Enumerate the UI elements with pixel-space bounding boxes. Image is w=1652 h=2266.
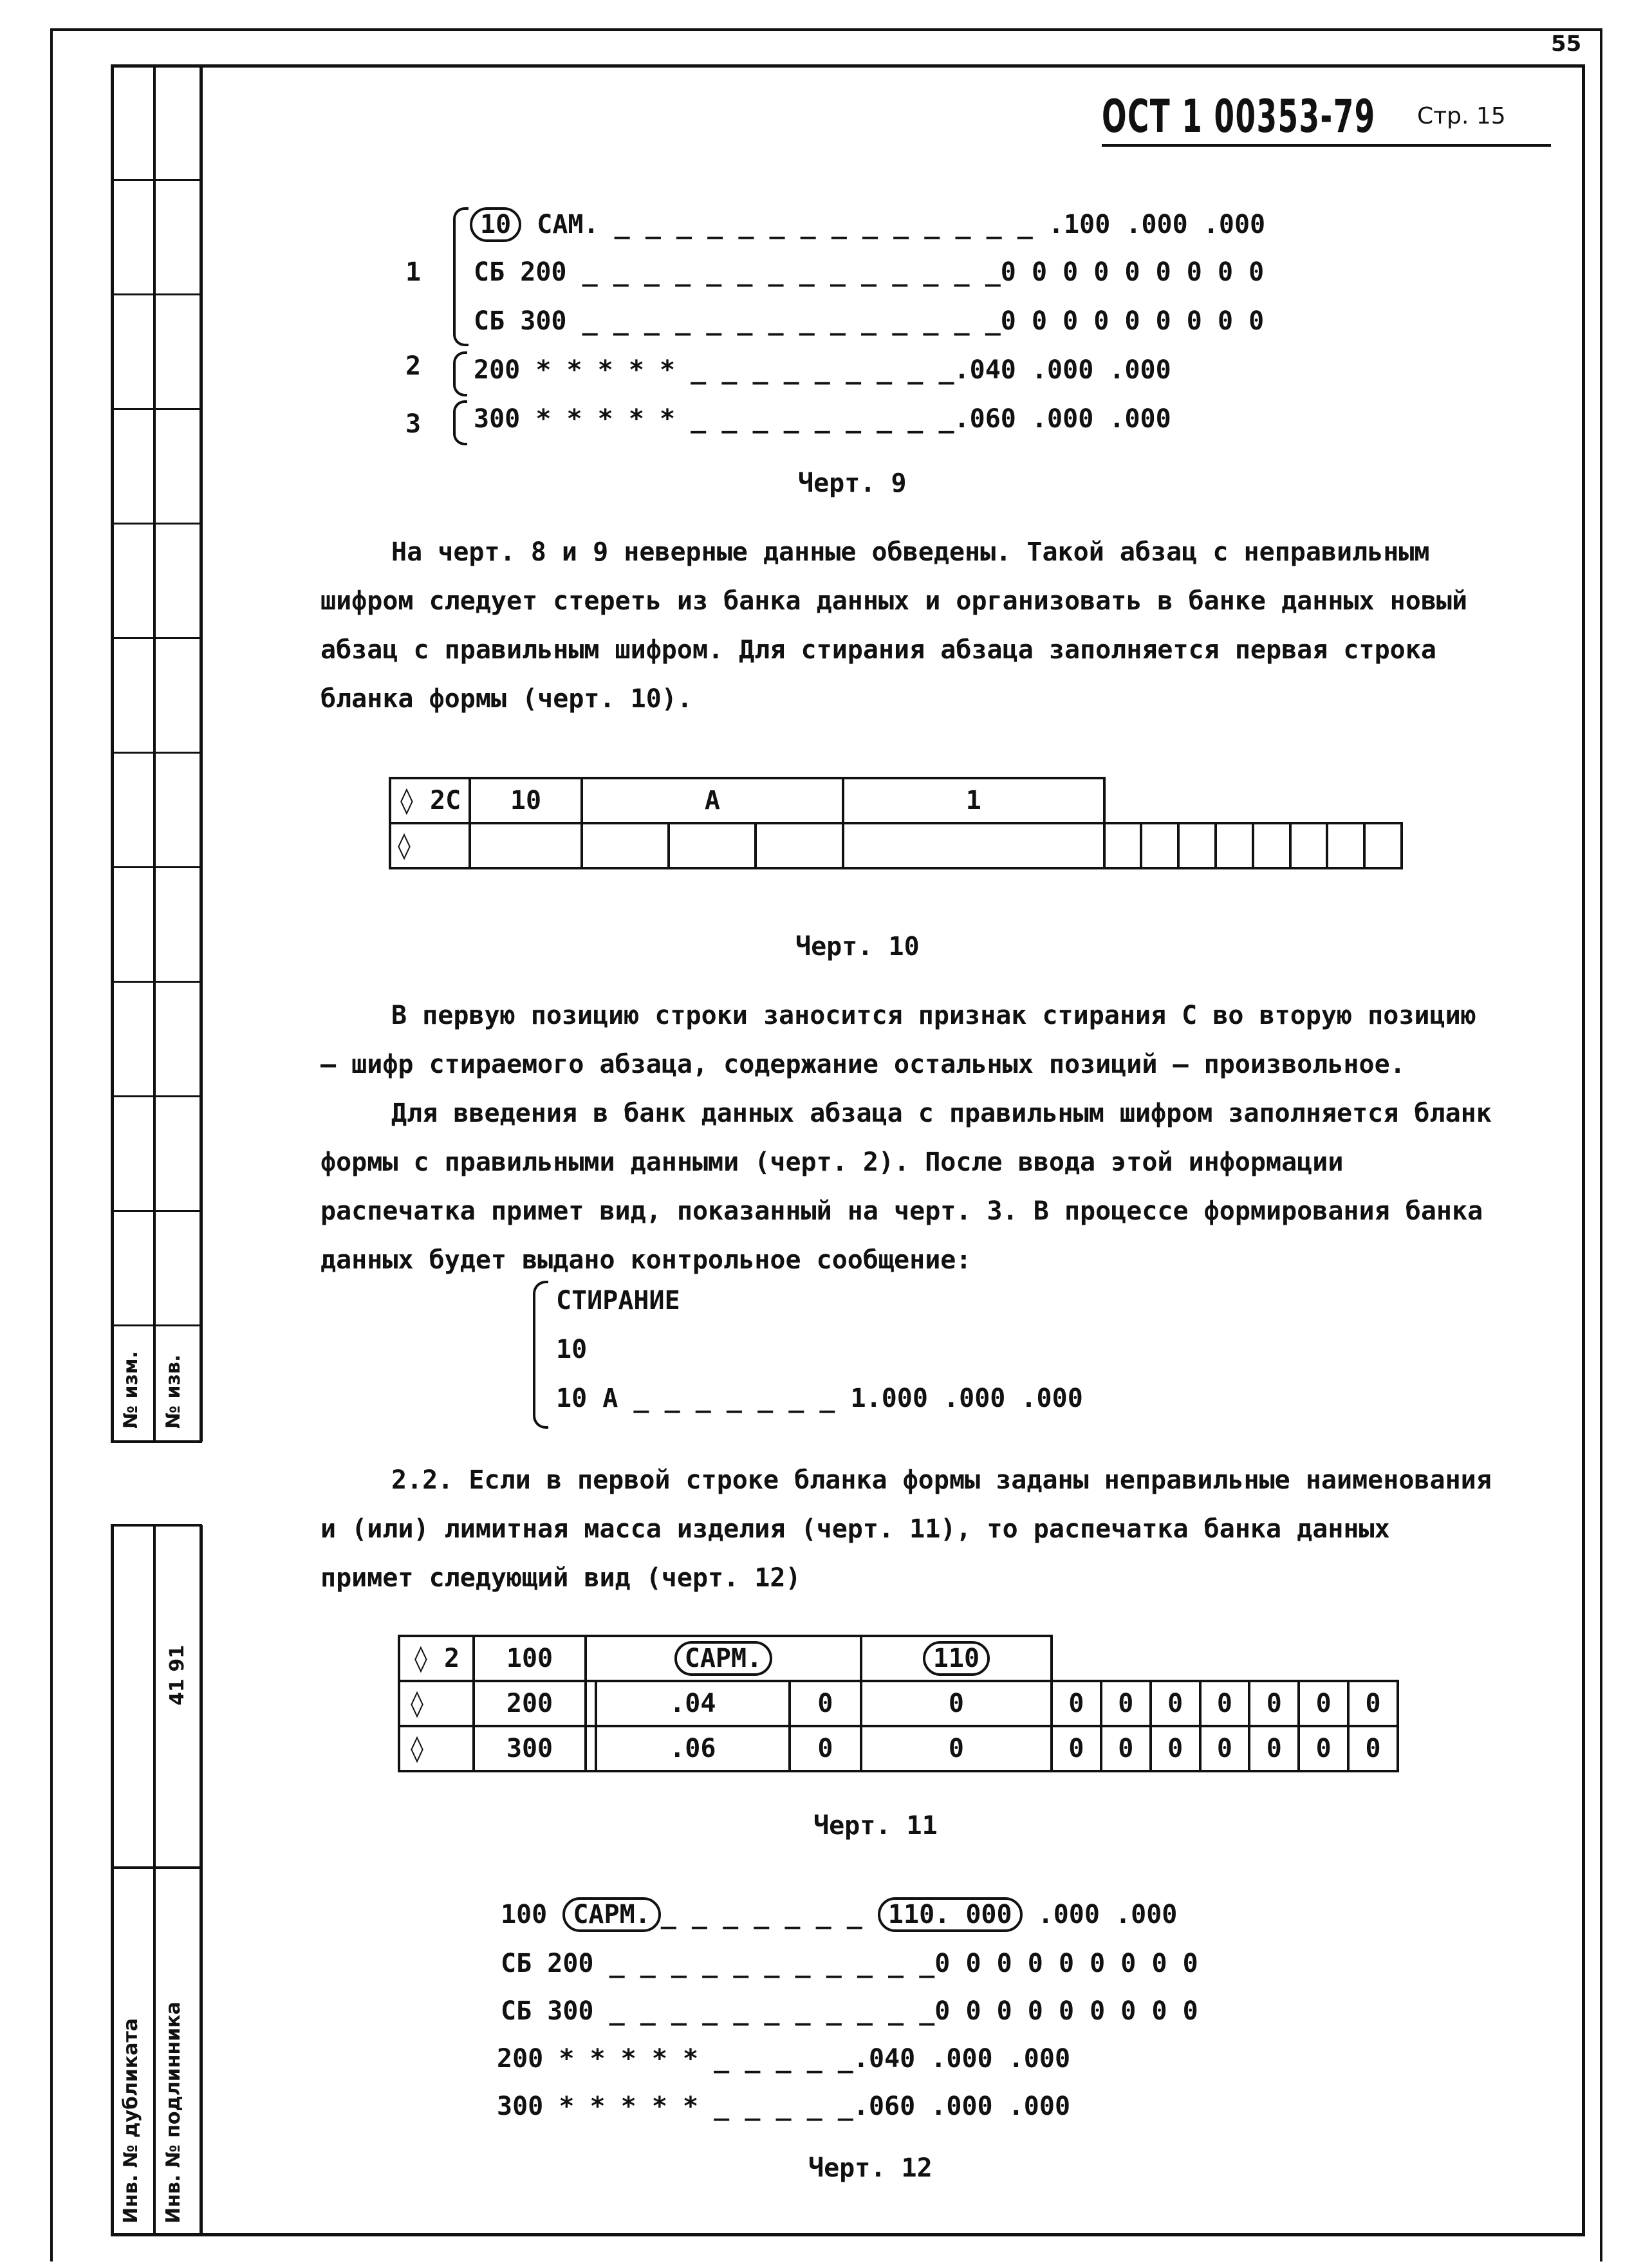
paragraph-4-text: 2.2. Если в первой строке бланка формы заданы неправильные наименования и (или) лимитная масса изделия (черт. 11), то распечатка банка данных примет следующий вид (черт. 12) — [320, 1465, 1492, 1593]
sidebar-row-line — [111, 64, 201, 66]
fig11-row-3 — [399, 1726, 1398, 1771]
fig10-cell — [669, 823, 756, 868]
sidebar-row-line — [111, 523, 201, 525]
sidebar-row-line — [111, 1210, 201, 1212]
paragraph-2-text: В первую позицию строки заносится признак стирания С во вторую позицию – шифр стираемого абзаца, содержание остальных позиций – произвольное. — [320, 1001, 1476, 1079]
fig11-cell: 0 — [1052, 1681, 1101, 1726]
sidebar-row-line — [111, 179, 201, 181]
fig12-circled-name: САРМ. — [562, 1897, 660, 1932]
fig10-cell — [582, 823, 669, 868]
sidebar-row-line — [111, 408, 201, 410]
fig11-cell: 0 — [861, 1726, 1052, 1771]
fig10-cell — [470, 823, 582, 868]
izm-label: № изм. — [120, 1351, 142, 1429]
paragraph-1-text: На черт. 8 и 9 неверные данные обведены. Такой абзац с неправильным шифром следует стереть из банка данных и организовать в банке данных новый абзац с правильным шифром. Для стирания абзаца заполняется первая строка бланка формы (черт. 10). — [320, 537, 1468, 714]
fig10-cell — [1290, 823, 1328, 868]
page-number: 55 — [1551, 31, 1582, 57]
fig11-circled-name: САРМ. — [674, 1641, 772, 1676]
fig11-cell: .06 — [596, 1726, 790, 1771]
paragraph-2 — [320, 991, 1492, 1285]
fig9-group-3: 3 — [405, 409, 422, 439]
podl-label: Инв. № подлинника — [162, 2001, 185, 2224]
message-brace — [533, 1281, 548, 1429]
inner-top — [111, 64, 1584, 68]
izv-label: № изв. — [162, 1354, 185, 1429]
dubl-label: Инв. № дубликата — [120, 2018, 142, 2224]
fig11-empty — [1052, 1636, 1398, 1681]
fig10-cell: ◊ 2С — [390, 778, 470, 823]
fig11-cell — [861, 1636, 1052, 1681]
fig10-cell: 10 — [470, 778, 582, 823]
fig9-row-1-text: САМ. _ _ _ _ _ _ _ _ _ _ _ _ _ _ .100 .000 .000 — [521, 210, 1266, 239]
fig11-cell: 0 — [1249, 1681, 1299, 1726]
message-line-3: 10 А _ _ _ _ _ _ _ 1.000 .000 .000 — [556, 1384, 1083, 1413]
side-line-6 — [111, 1524, 202, 1527]
sidebar-row-line — [111, 637, 201, 639]
fig10-table — [389, 777, 1403, 869]
fig11-cell — [586, 1636, 861, 1681]
fig12-row-4: 200 * * * * * _ _ _ _ _.040 .000 .000 — [497, 2044, 1071, 2074]
fig11-cell: 300 — [474, 1726, 586, 1771]
fig10-cell — [1327, 823, 1364, 868]
fig11-cell: 0 — [1299, 1726, 1348, 1771]
fig11-cell: 0 — [1151, 1726, 1200, 1771]
page-label: Стр. 15 — [1417, 103, 1506, 129]
fig11-cell: 0 — [1299, 1681, 1348, 1726]
fig11-cell: ◊ 2 — [399, 1636, 474, 1681]
fig10-cell — [756, 823, 842, 868]
side-line-3 — [111, 1525, 114, 2236]
inner-right — [1582, 64, 1585, 2236]
fig11-cell — [586, 1681, 596, 1726]
fig11-cell: 0 — [1200, 1726, 1250, 1771]
inner-bottom — [111, 2233, 1585, 2236]
fig10-cell — [1104, 823, 1142, 868]
fig12-row-3: СБ 300 _ _ _ _ _ _ _ _ _ _ _0 0 0 0 0 0 0 0 0 — [501, 1996, 1198, 2026]
fig10-cell: ◊ — [390, 823, 470, 868]
fig11-cell: 0 — [1348, 1726, 1398, 1771]
fig11-cell — [586, 1726, 596, 1771]
side-line-5 — [200, 1525, 203, 2236]
sidebar-row-line — [111, 866, 201, 868]
fig9-circled-code: 10 — [470, 207, 521, 242]
fig12-row-1-c: .000 .000 — [1022, 1900, 1178, 1929]
frame-right — [1600, 28, 1602, 2261]
fig11-cell: 0 — [1052, 1726, 1101, 1771]
fig11-cell: 0 — [1200, 1681, 1250, 1726]
fig10-cell — [1141, 823, 1178, 868]
doc-code: ОСТ 1 00353-79 — [1102, 90, 1376, 143]
fig9-brace-3 — [453, 400, 467, 445]
fig11-cell: 0 — [861, 1681, 1052, 1726]
fig10-cell — [843, 823, 1104, 868]
fig10-caption: Черт. 10 — [795, 932, 920, 961]
fig10-cell: 1 — [843, 778, 1104, 823]
fig9-row-3: СБ 300 _ _ _ _ _ _ _ _ _ _ _ _ _ _0 0 0 0 0 0 0 0 0 — [474, 306, 1265, 336]
side-line-7 — [111, 1866, 202, 1869]
fig9-row-2: СБ 200 _ _ _ _ _ _ _ _ _ _ _ _ _ _0 0 0 0 0 0 0 0 0 — [474, 257, 1265, 287]
fig12-row-5: 300 * * * * * _ _ _ _ _.060 .000 .000 — [497, 2092, 1071, 2121]
fig11-cell: 0 — [1348, 1681, 1398, 1726]
fig11-row-2 — [399, 1681, 1398, 1726]
header-underline — [1102, 144, 1551, 147]
message-line-2: 10 — [556, 1335, 588, 1364]
fig12-row-1 — [501, 1900, 1177, 1929]
sidebar-row-line — [111, 752, 201, 754]
fig12-row-1-b: _ _ _ _ _ _ _ — [660, 1900, 878, 1929]
sidebar-row-line — [111, 293, 201, 295]
fig10-cell — [1216, 823, 1253, 868]
fig12-row-1-a: 100 — [501, 1900, 563, 1929]
frame-top — [50, 28, 1602, 31]
reg-number: 41 91 — [166, 1645, 189, 1705]
paragraph-1 — [320, 528, 1492, 723]
fig11-cell: .04 — [596, 1681, 790, 1726]
fig10-cell: А — [582, 778, 843, 823]
frame-left — [50, 28, 53, 2261]
fig12-circled-mass: 110. 000 — [878, 1897, 1023, 1932]
fig9-row-5: 300 * * * * * _ _ _ _ _ _ _ _ _.060 .000 .000 — [474, 404, 1171, 434]
sidebar-row-line — [111, 1324, 201, 1326]
fig12-row-2: СБ 200 _ _ _ _ _ _ _ _ _ _ _0 0 0 0 0 0 0 0 0 — [501, 1949, 1198, 1978]
fig11-cell: 0 — [790, 1681, 861, 1726]
fig11-caption: Черт. 11 — [813, 1811, 938, 1841]
fig11-cell: 0 — [790, 1726, 861, 1771]
message-line-1: СТИРАНИЕ — [556, 1286, 680, 1315]
fig9-group-2: 2 — [405, 351, 422, 381]
fig11-circled-mass: 110 — [923, 1641, 990, 1676]
side-line-4 — [153, 1525, 156, 2236]
fig10-cell — [1253, 823, 1290, 868]
fig10-empty — [1104, 778, 1402, 823]
fig9-row-1 — [470, 210, 1265, 239]
fig9-brace-2 — [453, 351, 467, 396]
fig9-caption: Черт. 9 — [798, 469, 907, 498]
sidebar-row-line — [111, 981, 201, 983]
fig11-cell: 0 — [1101, 1726, 1151, 1771]
fig11-cell: 100 — [474, 1636, 586, 1681]
fig11-cell: 0 — [1249, 1726, 1299, 1771]
fig11-table — [398, 1635, 1399, 1772]
fig9-group-1: 1 — [405, 257, 422, 287]
fig9-row-4: 200 * * * * * _ _ _ _ _ _ _ _ _.040 .000 .000 — [474, 355, 1171, 385]
fig10-cell — [1364, 823, 1402, 868]
fig12-caption: Черт. 12 — [808, 2153, 933, 2183]
paragraph-3-text: Для введения в банк данных абзаца с правильным шифром заполняется бланк формы с правильными данными (черт. 2). После ввода этой информации распечатка примет вид, показанный на черт. 3. В процессе формирования банка данных будет выдано контрольное сообщение: — [320, 1099, 1492, 1275]
fig11-cell: ◊ — [399, 1726, 474, 1771]
fig11-cell: 0 — [1151, 1681, 1200, 1726]
paragraph-4 — [320, 1456, 1492, 1602]
fig11-cell: 200 — [474, 1681, 586, 1726]
sidebar-row-line — [111, 1095, 201, 1097]
fig9-brace-1 — [453, 207, 469, 346]
fig11-cell: 0 — [1101, 1681, 1151, 1726]
fig10-cell — [1178, 823, 1216, 868]
fig11-cell: ◊ — [399, 1681, 474, 1726]
sidebar-end-line — [111, 1440, 202, 1443]
